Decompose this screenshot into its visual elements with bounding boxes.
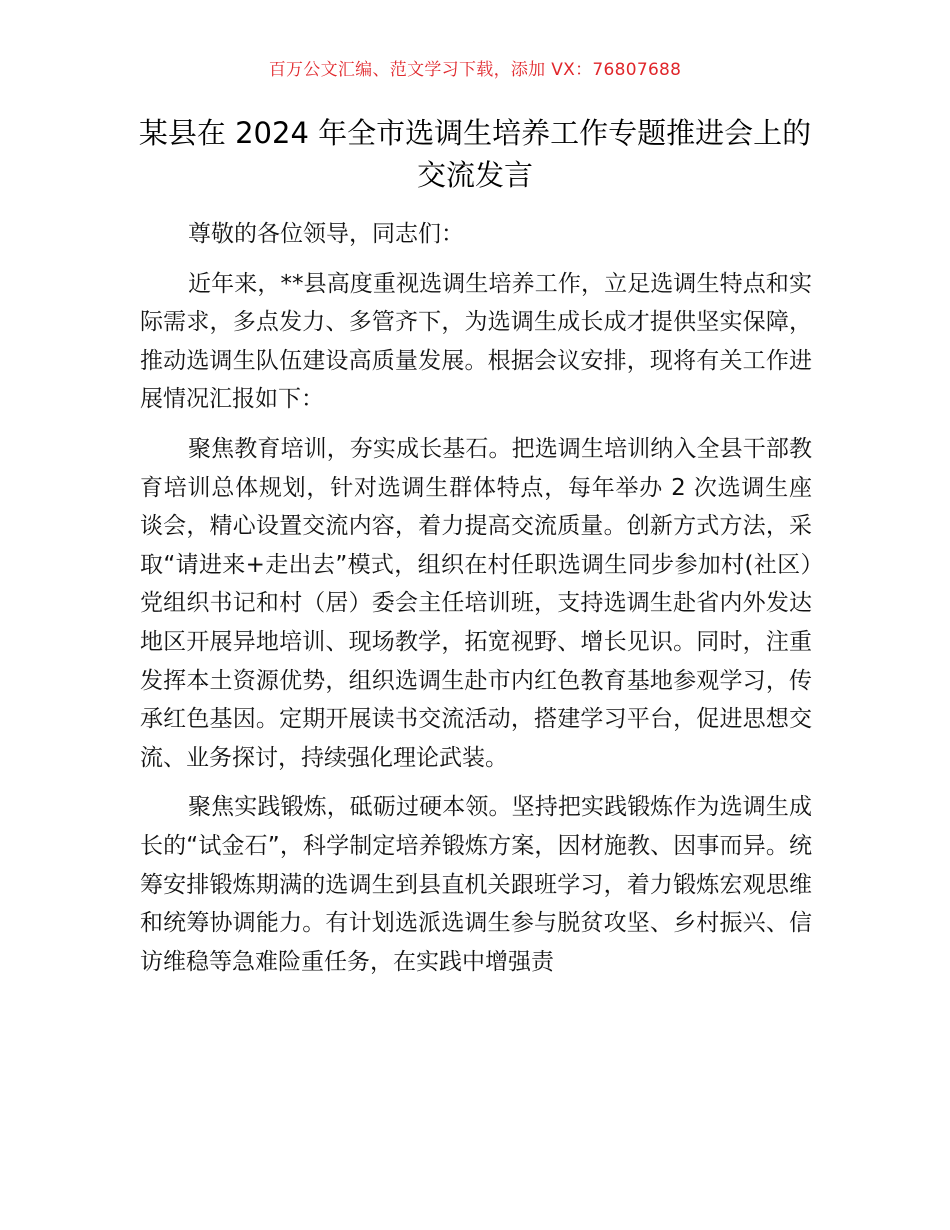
watermark-banner: 百万公文汇编、范文学习下载，添加 VX：76807688 (268, 60, 682, 80)
document-body (140, 215, 812, 992)
paragraph-education-training: 聚焦教育培训，夯实成长基石。把选调生培训纳入全县干部教育培训总体规划，针对选调生群体特点，每年举办 2 次选调生座谈会，精心设置交流内容，着力提高交流质量。创新方式方法，采取“请进来+走出去”模式，组织在村任职选调生同步参加村(社区）党组织书记和村（居）委会主任培训班，支持选调生赴省内外发达地区开展异地培训、现场教学，拓宽视野、增长见识。同时，注重发挥本土资源优势，组织选调生赴市内红色教育基地参观学习，传承红色基因。定期开展读书交流活动，搭建学习平台，促进思想交流、业务探讨，持续强化理论武装。 (140, 435, 812, 771)
paragraph-intro: 近年来，**县高度重视选调生培养工作，立足选调生特点和实际需求，多点发力、多管齐下，为选调生成长成才提供坚实保障，推动选调生队伍建设高质量发展。根据会议安排，现将有关工作进展情况汇报如下： (140, 270, 812, 413)
document-title: 某县在 2024 年全市选调生培养工作专题推进会上的交流发言 (138, 116, 812, 192)
paragraph-practice: 聚焦实践锻炼，砥砺过硬本领。坚持把实践锻炼作为选调生成长的“试金石”，科学制定培养锻炼方案，因材施教、因事而异。统筹安排锻炼期满的选调生到县直机关跟班学习，着力锻炼宏观思维和统筹协调能力。有计划选派选调生参与脱贫攻坚、乡村振兴、信访维稳等急难险重任务，在实践中增强责 (140, 794, 812, 975)
greeting: 尊敬的各位领导，同志们： (188, 221, 464, 247)
